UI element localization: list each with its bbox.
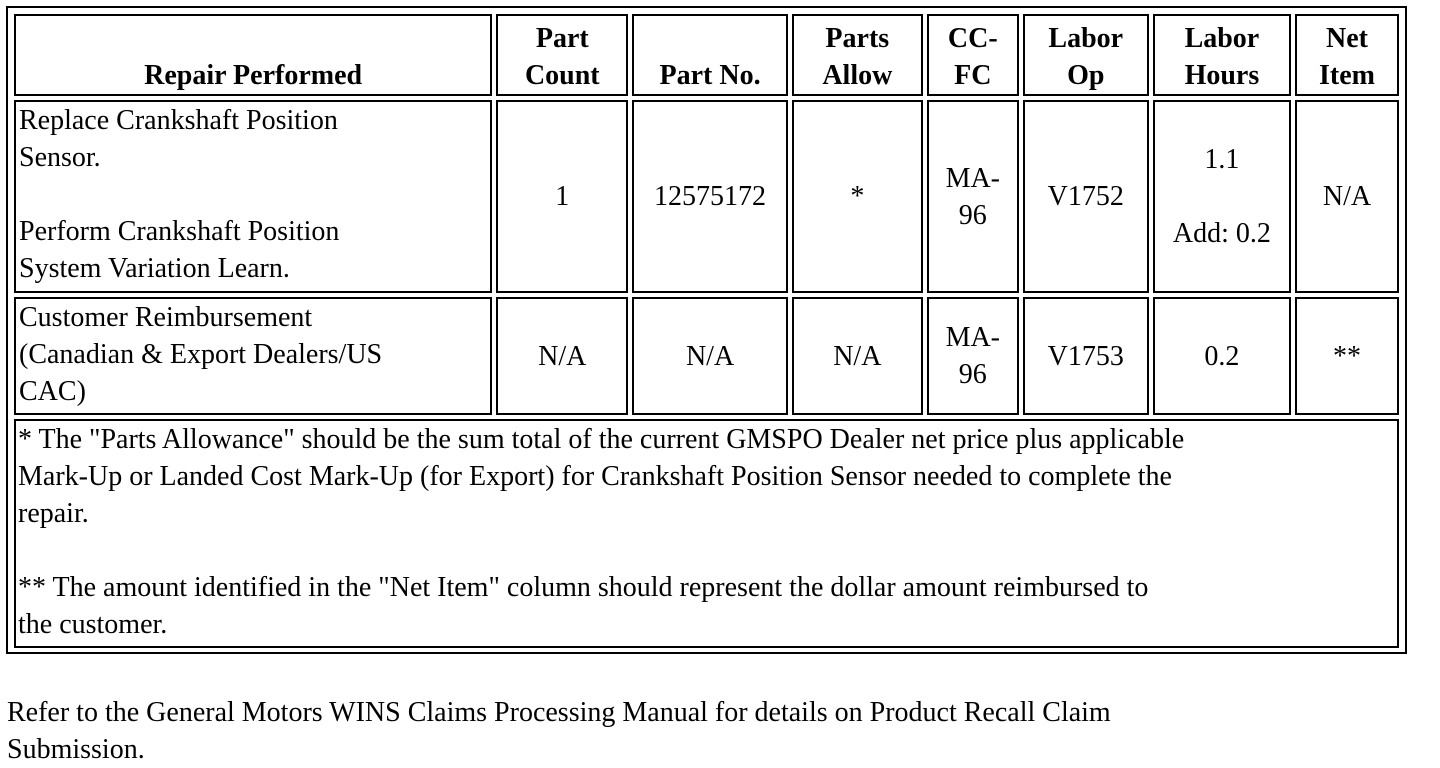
header-net-item: Net Item	[1295, 14, 1399, 96]
cell-labor-hours: 1.1 Add: 0.2	[1153, 100, 1291, 293]
header-row	[14, 14, 1399, 96]
header-labor-op: Labor Op	[1023, 14, 1149, 96]
cell-parts-allow: N/A	[792, 297, 923, 415]
notes-cell	[14, 419, 1399, 648]
cell-labor-hours: 0.2	[1153, 297, 1291, 415]
header-part-no: Part No.	[632, 14, 787, 96]
cell-part-count: N/A	[496, 297, 628, 415]
claim-submission-note: Refer to the General Motors WINS Claims Processing Manual for details on Product Recall Claim Submission.	[7, 697, 1111, 765]
table-row	[14, 100, 1399, 293]
cell-labor-op: V1752	[1023, 100, 1149, 293]
cell-part-count: 1	[496, 100, 628, 293]
cell-part-no: N/A	[632, 297, 787, 415]
header-repair-performed: Repair Performed	[14, 14, 492, 96]
header-cc-fc: CC- FC	[927, 14, 1019, 96]
cell-parts-allow: *	[792, 100, 923, 293]
cell-cc-fc: MA- 96	[927, 297, 1019, 415]
notes-row	[14, 419, 1399, 648]
cell-net-item: **	[1295, 297, 1399, 415]
cell-labor-op: V1753	[1023, 297, 1149, 415]
header-part-count: Part Count	[496, 14, 628, 96]
header-parts-allow: Parts Allow	[792, 14, 923, 96]
header-labor-hours: Labor Hours	[1153, 14, 1291, 96]
note-parts-allowance: * The "Parts Allowance" should be the sum total of the current GMSPO Dealer net price plus applicable Mark-Up or Landed Cost Mark-Up (for Export) for Crankshaft Position Sensor needed to complete the repair.	[18, 424, 1185, 529]
table-row	[14, 297, 1399, 415]
cell-repair-performed: Replace Crankshaft Position Sensor. Perform Crankshaft Position System Variation Learn.	[14, 100, 492, 293]
cell-part-no: 12575172	[632, 100, 787, 293]
labor-claim-table	[10, 10, 1403, 652]
cell-net-item: N/A	[1295, 100, 1399, 293]
labor-claim-table-frame	[6, 6, 1407, 654]
cell-cc-fc: MA- 96	[927, 100, 1019, 293]
cell-repair-performed: Customer Reimbursement (Canadian & Export Dealers/US CAC)	[14, 297, 492, 415]
note-net-item: ** The amount identified in the "Net Item" column should represent the dollar amount reimbursed to the customer.	[18, 572, 1149, 640]
